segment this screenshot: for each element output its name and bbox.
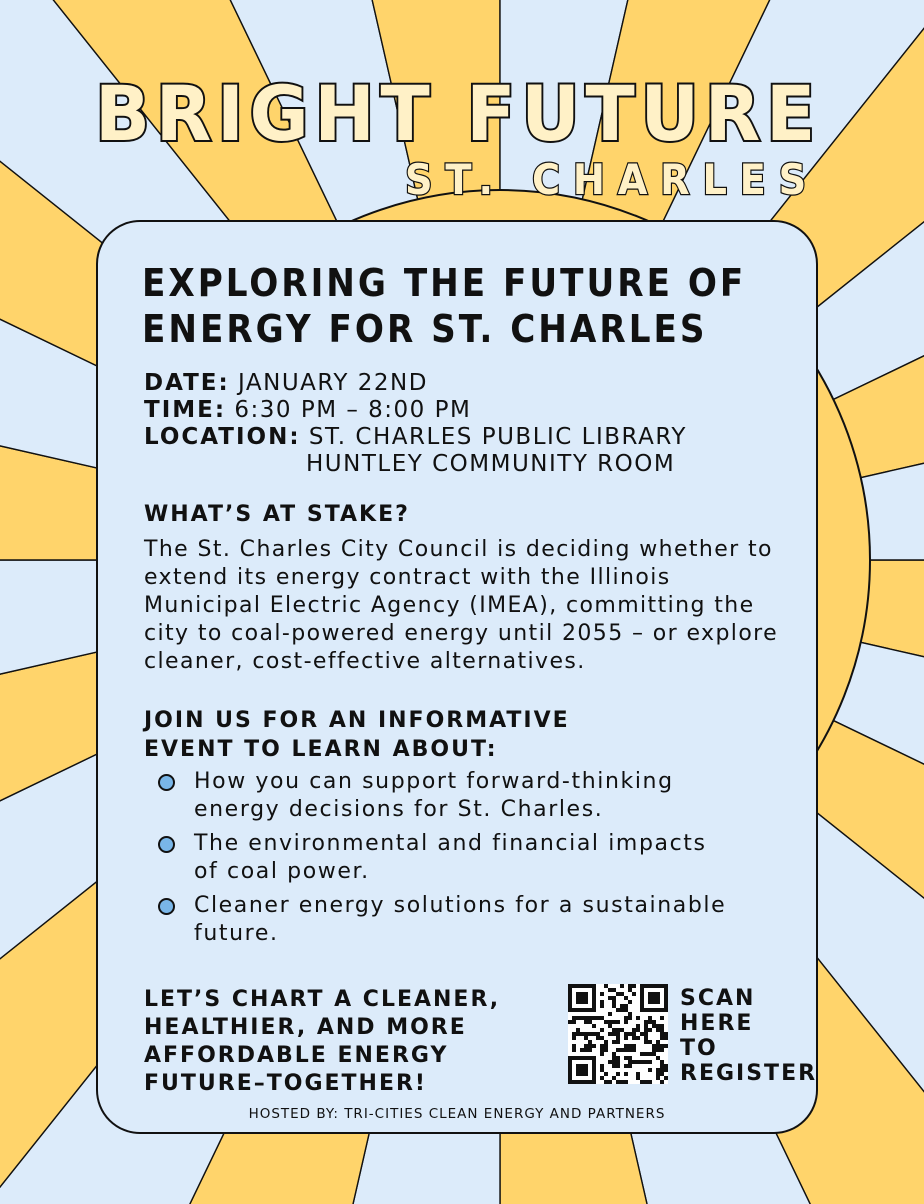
scan-line: HERE <box>680 1011 754 1036</box>
location-line1: ST. CHARLES PUBLIC LIBRARY <box>308 424 687 450</box>
title-st-charles: ST. CHARLES <box>405 155 819 204</box>
event-headline: EXPLORING THE FUTURE OF ENERGY FOR ST. CHARLES <box>142 261 747 351</box>
list-item-text: How you can support forward-thinking energy decisions for St. Charles. <box>194 769 674 822</box>
qr-code-icon[interactable] <box>568 984 668 1084</box>
title-bright-future: BRIGHT FUTURE <box>95 69 821 158</box>
location-label: LOCATION: <box>144 424 301 450</box>
list-item-text: Cleaner energy solutions for a sustainable future. <box>194 893 727 946</box>
stake-body: The St. Charles City Council is deciding whether to extend its energy contract with the Illinois Municipal Electric Agency (IMEA), committing the city to coal-powered energy until 2055 – or explore cleaner, cost-effective alternatives. <box>144 537 779 674</box>
hosted-by: HOSTED BY: TRI-CITIES CLEAN ENERGY AND PARTNERS <box>248 1106 666 1122</box>
date-value: JANUARY 22ND <box>238 370 428 396</box>
event-details <box>144 370 687 478</box>
list-item <box>156 892 736 948</box>
time-value: 6:30 PM – 8:00 PM <box>234 397 472 423</box>
location-line2: HUNTLEY COMMUNITY ROOM <box>306 451 676 477</box>
learn-list <box>156 768 736 954</box>
list-item <box>156 768 736 824</box>
time-label: TIME: <box>144 397 227 423</box>
time-row <box>144 397 687 424</box>
list-item-text: The environmental and financial impacts of coal power. <box>194 831 707 884</box>
bullet-dot-icon <box>158 898 175 915</box>
scan-to-register <box>680 986 817 1086</box>
event-card <box>96 220 818 1134</box>
title-banner <box>0 0 924 220</box>
date-label: DATE: <box>144 370 230 396</box>
scan-line: REGISTER <box>680 1061 818 1086</box>
bullet-dot-icon <box>158 774 175 791</box>
location-row-2 <box>144 451 687 478</box>
scan-line: SCAN <box>680 986 756 1011</box>
list-item <box>156 830 736 886</box>
scan-line: TO <box>680 1036 718 1061</box>
date-row <box>144 370 687 397</box>
join-heading: JOIN US FOR AN INFORMATIVE EVENT TO LEARN ABOUT: <box>144 708 570 762</box>
bullet-dot-icon <box>158 836 175 853</box>
closing-call-to-action: LET’S CHART A CLEANER, HEALTHIER, AND MORE AFFORDABLE ENERGY FUTURE–TOGETHER! <box>144 987 501 1096</box>
stake-heading: WHAT’S AT STAKE? <box>144 502 410 527</box>
location-row <box>144 424 687 451</box>
